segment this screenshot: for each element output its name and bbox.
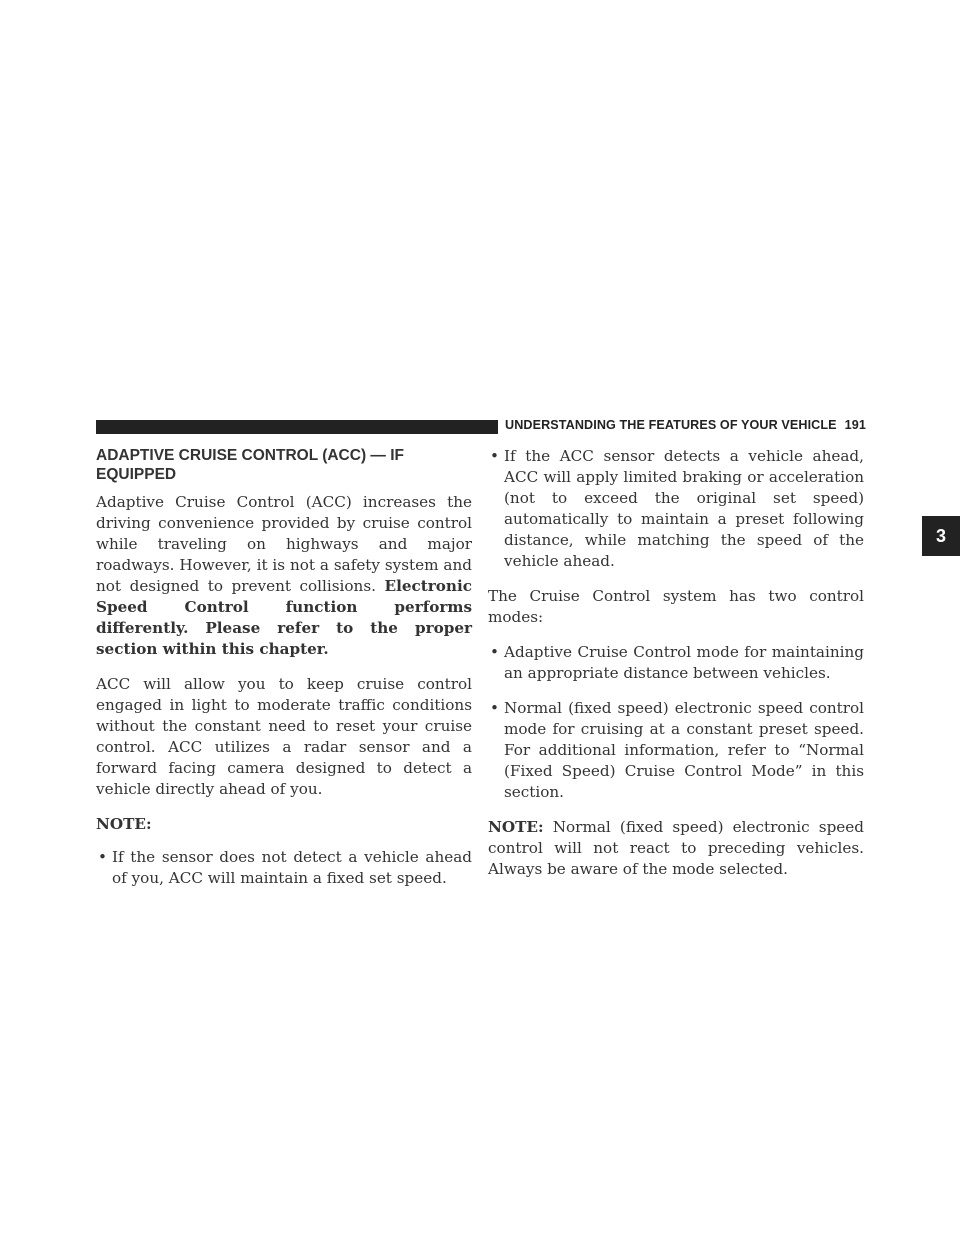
section-title: UNDERSTANDING THE FEATURES OF YOUR VEHICLE — [505, 418, 837, 432]
list-item — [488, 698, 864, 803]
right-column — [488, 446, 864, 894]
running-header — [505, 418, 866, 432]
note-bullets — [96, 847, 472, 889]
list-item-text: If the sensor does not detect a vehicle ahead of you, ACC will maintain a fixed set speed. — [112, 848, 472, 887]
list-item — [488, 642, 864, 684]
bullet-icon: • — [490, 447, 499, 465]
modes-list — [488, 642, 864, 803]
note-text: Normal (fixed speed) electronic speed control will not react to preceding vehicles. Always be aware of the mode selected. — [488, 818, 864, 878]
note-label: NOTE: — [488, 818, 544, 836]
list-item — [488, 446, 864, 572]
list-item-text: If the ACC sensor detects a vehicle ahead, ACC will apply limited braking or acceleration (not to exceed the original set speed) automatically to maintain a preset following distance, while matching the speed of the vehicle ahead. — [504, 447, 864, 570]
intro-paragraph — [96, 492, 472, 660]
list-item-text: Adaptive Cruise Control mode for maintaining an appropriate distance between vehicles. — [504, 643, 864, 682]
left-column — [96, 446, 472, 903]
intro-text: Adaptive Cruise Control (ACC) increases the driving convenience provided by cruise control while traveling on highways and major roadways. However, it is not a safety system and not designed to prevent collisions. — [96, 493, 472, 595]
header-rule — [96, 420, 498, 434]
bullet-icon: • — [490, 643, 499, 661]
continued-bullets — [488, 446, 864, 572]
intro-bold-text: Electronic Speed Control function performs differently. Please refer to the proper section within this chapter. — [96, 577, 472, 658]
mode-note-paragraph — [488, 817, 864, 880]
bullet-icon: • — [490, 699, 499, 717]
modes-intro: The Cruise Control system has two control modes: — [488, 587, 864, 626]
note-heading: NOTE: — [96, 815, 152, 833]
acc-paragraph: ACC will allow you to keep cruise control engaged in light to moderate traffic conditions without the constant need to reset your cruise control. ACC utilizes a radar sensor and a forward facing camera designed to detect a vehicle directly ahead of you. — [96, 675, 472, 798]
section-heading: ADAPTIVE CRUISE CONTROL (ACC) — IF EQUIPPED — [96, 447, 404, 483]
chapter-tab: 3 — [922, 516, 960, 556]
page-number: 191 — [844, 418, 866, 432]
bullet-icon: • — [98, 848, 107, 866]
list-item-text: Normal (fixed speed) electronic speed control mode for cruising at a constant preset speed. For additional information, refer to “Normal (Fixed Speed) Cruise Control Mode” in this section. — [504, 699, 864, 801]
list-item — [96, 847, 472, 889]
